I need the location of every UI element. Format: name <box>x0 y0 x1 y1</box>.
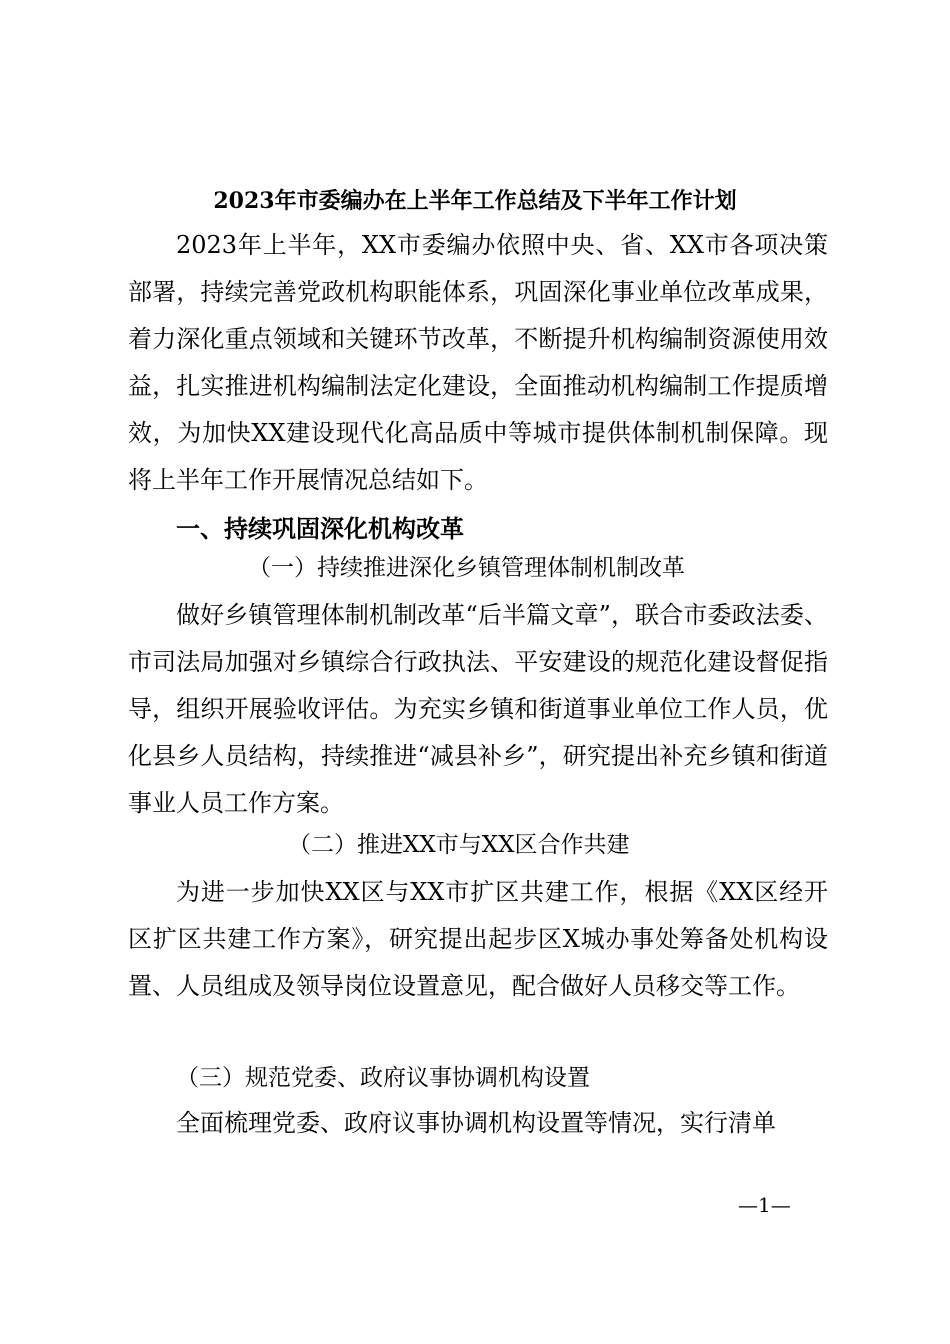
subsection-heading-2: （二）推进XX市与XX区合作共建 <box>288 832 630 858</box>
subsection-heading-1: （一）持续推进深化乡镇管理体制机制改革 <box>248 555 685 581</box>
page-number: —1— <box>738 1193 791 1217</box>
subsection-body-2: 为进一步加快XX区与XX市扩区共建工作，根据《XX区经开区扩区共建工作方案》，研究提出起步区X城办事处筹备处机构设置、人员组成及领导岗位设置意见，配合做好人员移交等工作。 <box>128 878 828 1000</box>
section-heading-1: 一、持续巩固深化机构改革 <box>176 515 464 543</box>
subsection-body-3: 全面梳理党委、政府议事协调机构设置等情况，实行清单 <box>176 1109 776 1137</box>
subsection-body-1: 做好乡镇管理体制机制改革“后半篇文章”，联合市委政法委、市司法局加强对乡镇综合行政执法、平安建设的规范化建设督促指导，组织开展验收评估。为充实乡镇和街道事业单位工作人员，优化县乡人员结构，持续推进“减县补乡”，研究提出补充乡镇和街道事业人员工作方案。 <box>128 601 828 817</box>
intro-paragraph: 2023年上半年，XX市委编办依照中央、省、XX市各项决策部署，持续完善党政机构职能体系，巩固深化事业单位改革成果，着力深化重点领域和关键环节改革，不断提升机构编制资源使用效益，扎实推进机构编制法定化建设，全面推动机构编制工作提质增效，为加快XX建设现代化高品质中等城市提供体制机制保障。现将上半年工作开展情况总结如下。 <box>128 231 828 494</box>
subsection-heading-3: （三）规范党委、政府议事协调机构设置 <box>176 1065 590 1091</box>
document-title: 2023年市委编办在上半年工作总结及下半年工作计划 <box>213 188 737 214</box>
